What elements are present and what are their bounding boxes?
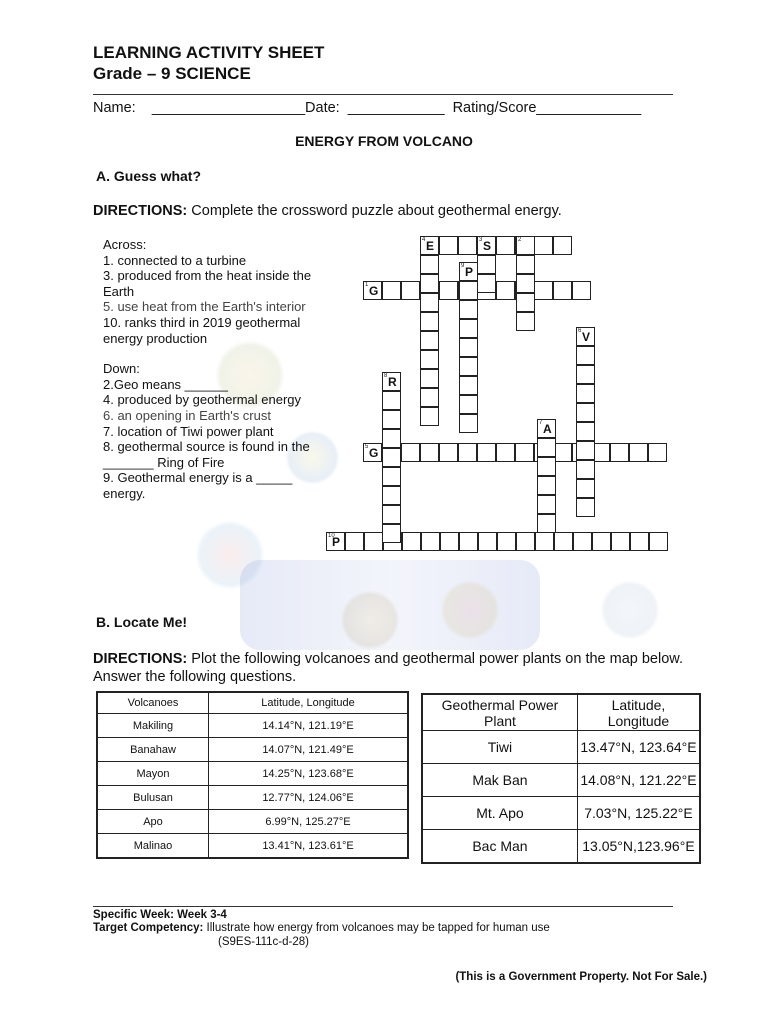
plant-name: Mak Ban — [422, 764, 577, 797]
specific-week — [93, 909, 227, 921]
plant-name: Bac Man — [422, 830, 577, 864]
table-row — [97, 714, 408, 738]
coordinates: 7.03°N, 125.22°E — [577, 797, 700, 830]
crossword-cell[interactable] — [554, 532, 573, 551]
page-title: ENERGY FROM VOLCANO — [295, 133, 473, 149]
crossword-start-cell[interactable] — [382, 372, 401, 391]
crossword-start-cell[interactable] — [537, 419, 556, 438]
crossword-start-cell[interactable] — [326, 532, 345, 551]
crossword-start-cell[interactable] — [477, 236, 496, 255]
clue-number: 6 — [578, 328, 582, 334]
coordinates: 13.41°N, 123.61°E — [209, 834, 409, 859]
crossword-cell[interactable] — [534, 281, 553, 300]
watermark-seal — [440, 580, 500, 640]
crossword-cell[interactable] — [516, 293, 535, 312]
given-letter: G — [369, 284, 379, 298]
plant-name: Tiwi — [422, 731, 577, 764]
crossword-cell[interactable] — [516, 274, 535, 293]
down-clue: 7. location of Tiwi power plant — [103, 423, 274, 439]
clue-number: 2 — [518, 237, 522, 243]
crossword-cell[interactable] — [573, 532, 592, 551]
section-b-heading: B. Locate Me! — [96, 614, 188, 630]
down-clue: 8. geothermal source is found in the _______ Ring of Fire — [103, 439, 310, 470]
crossword-cell[interactable] — [553, 236, 572, 255]
crossword-start-cell[interactable] — [516, 236, 535, 255]
header-divider — [93, 94, 673, 95]
clue-number: 9 — [461, 263, 465, 269]
volcano-name: Makiling — [97, 714, 209, 738]
down-clue: 4. produced by geothermal energy — [103, 392, 302, 408]
table-header-row — [97, 692, 408, 714]
crossword-cell[interactable] — [648, 443, 667, 462]
crossword-cell[interactable] — [535, 532, 554, 551]
crossword-cell[interactable] — [459, 281, 478, 300]
sheet-title-line1: LEARNING ACTIVITY SHEET — [93, 43, 325, 62]
crossword-cell[interactable] — [382, 524, 401, 543]
directions-text: Plot the following volcanoes and geothermal power plants on the map below. Answer the following questions. — [93, 651, 683, 685]
crossword-start-cell[interactable] — [420, 236, 439, 255]
crossword-cell[interactable] — [553, 281, 572, 300]
table-row — [97, 786, 408, 810]
crossword-cell[interactable] — [516, 532, 535, 551]
crossword-start-cell[interactable] — [363, 281, 382, 300]
crossword-cell[interactable] — [497, 532, 516, 551]
target-competency — [93, 922, 550, 934]
crossword-cell[interactable] — [496, 236, 515, 255]
volcano-table — [96, 691, 409, 859]
competency-code: (S9ES-111c-d-28) — [218, 936, 309, 948]
table-row — [97, 738, 408, 762]
directions-label: DIRECTIONS: — [93, 203, 188, 219]
crossword-cell[interactable] — [420, 274, 439, 293]
crossword-cell[interactable] — [420, 331, 439, 350]
crossword-cell[interactable] — [576, 365, 595, 384]
table-row — [97, 810, 408, 834]
crossword-cell[interactable] — [576, 422, 595, 441]
column-header: Geothermal Power Plant — [422, 694, 577, 731]
crossword-cell[interactable] — [420, 293, 439, 312]
crossword-cell[interactable] — [401, 281, 420, 300]
table-row — [422, 731, 700, 764]
given-letter: A — [543, 422, 552, 436]
crossword-cell[interactable] — [537, 438, 556, 457]
crossword-cell[interactable] — [459, 532, 478, 551]
crossword-cell[interactable] — [439, 236, 458, 255]
down-clue: 6. an opening in Earth's crust — [103, 407, 271, 423]
crossword-cell[interactable] — [439, 281, 458, 300]
footer-divider — [93, 906, 673, 907]
section-a-heading: A. Guess what? — [96, 168, 202, 184]
crossword-cell[interactable] — [382, 429, 401, 448]
volcano-name: Bulusan — [97, 786, 209, 810]
crossword-cell[interactable] — [382, 448, 401, 467]
coordinates: 13.47°N, 123.64°E — [577, 731, 700, 764]
crossword-cell[interactable] — [537, 495, 556, 514]
crossword-cell[interactable] — [420, 388, 439, 407]
down-clue: 9. Geothermal energy is a _____ energy. — [103, 470, 293, 501]
given-letter: P — [332, 535, 341, 549]
column-header: Latitude, Longitude — [209, 692, 409, 714]
competency-value: Illustrate how energy from volcanoes may be tapped for human use — [203, 922, 550, 934]
crossword-start-cell[interactable] — [363, 443, 382, 462]
given-letter: P — [465, 265, 474, 279]
government-property-note: (This is a Government Property. Not For Sale.) — [455, 971, 707, 983]
given-letter: R — [388, 375, 397, 389]
crossword-cell[interactable] — [516, 312, 535, 331]
coordinates: 14.08°N, 121.22°E — [577, 764, 700, 797]
coordinates: 12.77°N, 124.06°E — [209, 786, 409, 810]
crossword-cell[interactable] — [382, 486, 401, 505]
crossword-cell[interactable] — [537, 457, 556, 476]
crossword-cell[interactable] — [440, 532, 459, 551]
directions-label: DIRECTIONS: — [93, 651, 188, 667]
crossword-start-cell[interactable] — [459, 262, 478, 281]
crossword-cell[interactable] — [576, 441, 595, 460]
crossword-cell[interactable] — [401, 443, 420, 462]
crossword-cell[interactable] — [420, 350, 439, 369]
across-clue: 10. ranks third in 2019 geothermal energy production — [103, 314, 301, 346]
across-heading: Across: — [103, 237, 147, 252]
crossword-cell[interactable] — [576, 460, 595, 479]
watermark-seal — [600, 580, 660, 640]
clue-number: 10 — [328, 533, 335, 539]
volcano-name: Apo — [97, 810, 209, 834]
crossword-cell[interactable] — [420, 443, 439, 462]
clue-number: 8 — [384, 373, 388, 379]
crossword-cell[interactable] — [420, 407, 439, 426]
crossword-cell[interactable] — [459, 357, 478, 376]
clue-number: 1 — [365, 282, 369, 288]
crossword-cell[interactable] — [629, 443, 648, 462]
crossword-cell[interactable] — [382, 281, 401, 300]
crossword-cell[interactable] — [458, 443, 477, 462]
sheet-title-line2: Grade – 9 SCIENCE — [93, 64, 251, 83]
week-label: Specific Week: — [93, 909, 174, 921]
volcano-name: Banahaw — [97, 738, 209, 762]
crossword-cell[interactable] — [459, 338, 478, 357]
crossword-cell[interactable] — [576, 403, 595, 422]
sheet-title — [93, 42, 324, 84]
crossword-cell[interactable] — [516, 255, 535, 274]
crossword-cell[interactable] — [534, 236, 553, 255]
across-clue: 1. connected to a turbine — [103, 252, 247, 268]
crossword-cell[interactable] — [382, 467, 401, 486]
crossword-cell[interactable] — [496, 443, 515, 462]
clue-number: 7 — [539, 420, 543, 426]
coordinates: 14.25°N, 123.68°E — [209, 762, 409, 786]
column-header: Volcanoes — [97, 692, 209, 714]
crossword-cell[interactable] — [610, 443, 629, 462]
crossword-cell[interactable] — [611, 532, 630, 551]
crossword-cell[interactable] — [630, 532, 649, 551]
crossword-cell[interactable] — [496, 281, 515, 300]
section-b-directions — [93, 650, 693, 686]
coordinates: 14.14°N, 121.19°E — [209, 714, 409, 738]
down-clue: 2.Geo means ______ — [103, 376, 229, 392]
name-date-score-line: Name: ___________________Date: ____________ Rating/Score_____________ — [93, 100, 642, 116]
crossword-cell[interactable] — [572, 281, 591, 300]
crossword-cell[interactable] — [459, 300, 478, 319]
clue-number: 4 — [422, 237, 426, 243]
crossword-cell[interactable] — [382, 410, 401, 429]
crossword-cell[interactable] — [420, 255, 439, 274]
volcano-name: Mayon — [97, 762, 209, 786]
crossword-cell[interactable] — [382, 505, 401, 524]
given-letter: E — [426, 239, 435, 253]
crossword-cell[interactable] — [459, 376, 478, 395]
crossword-cell[interactable] — [477, 274, 496, 293]
crossword-cell[interactable] — [592, 532, 611, 551]
crossword-cell[interactable] — [402, 532, 421, 551]
given-letter: S — [483, 239, 492, 253]
down-heading: Down: — [103, 361, 140, 377]
crossword-cell[interactable] — [576, 384, 595, 403]
watermark-seal — [340, 590, 400, 650]
crossword-cell[interactable] — [537, 514, 556, 533]
directions-text: Complete the crossword puzzle about geothermal energy. — [187, 203, 562, 219]
table-row — [422, 830, 700, 864]
crossword-cell[interactable] — [459, 395, 478, 414]
plant-name: Mt. Apo — [422, 797, 577, 830]
table-row — [422, 797, 700, 830]
clue-number: 3 — [479, 237, 483, 243]
crossword-cell[interactable] — [576, 498, 595, 517]
crossword-cell[interactable] — [515, 443, 534, 462]
crossword-cell[interactable] — [421, 532, 440, 551]
crossword-cell[interactable] — [576, 479, 595, 498]
crossword-cell[interactable] — [649, 532, 668, 551]
given-letter: G — [369, 446, 379, 460]
crossword-cell[interactable] — [477, 443, 496, 462]
across-clue: 5. use heat from the Earth's interior — [103, 299, 306, 315]
crossword-cell[interactable] — [420, 369, 439, 388]
coordinates: 6.99°N, 125.27°E — [209, 810, 409, 834]
crossword-clues — [103, 237, 318, 502]
table-row — [422, 764, 700, 797]
crossword-cell[interactable] — [459, 414, 478, 433]
crossword-cell[interactable] — [364, 532, 383, 551]
crossword-cell[interactable] — [420, 312, 439, 331]
crossword-cell[interactable] — [576, 346, 595, 365]
week-value: Week 3-4 — [173, 909, 227, 921]
table-header-row — [422, 694, 700, 731]
across-clue: 3. produced from the heat inside the Earth — [103, 268, 312, 299]
table-row — [97, 834, 408, 859]
crossword-cell[interactable] — [458, 236, 477, 255]
crossword-cell[interactable] — [459, 319, 478, 338]
crossword-cell[interactable] — [537, 476, 556, 495]
crossword-cell[interactable] — [345, 532, 364, 551]
column-header: Latitude, Longitude — [577, 694, 700, 731]
crossword-cell[interactable] — [382, 391, 401, 410]
crossword-cell[interactable] — [439, 443, 458, 462]
coordinates: 13.05°N,123.96°E — [577, 830, 700, 864]
competency-label: Target Competency: — [93, 922, 204, 934]
crossword-start-cell[interactable] — [576, 327, 595, 346]
power-plant-table — [421, 693, 701, 864]
crossword-cell[interactable] — [477, 255, 496, 274]
table-row — [97, 762, 408, 786]
crossword-cell[interactable] — [478, 532, 497, 551]
clue-number: 5 — [365, 444, 369, 450]
given-letter: V — [582, 330, 591, 344]
volcano-name: Malinao — [97, 834, 209, 859]
coordinates: 14.07°N, 121.49°E — [209, 738, 409, 762]
section-a-directions — [93, 203, 562, 219]
